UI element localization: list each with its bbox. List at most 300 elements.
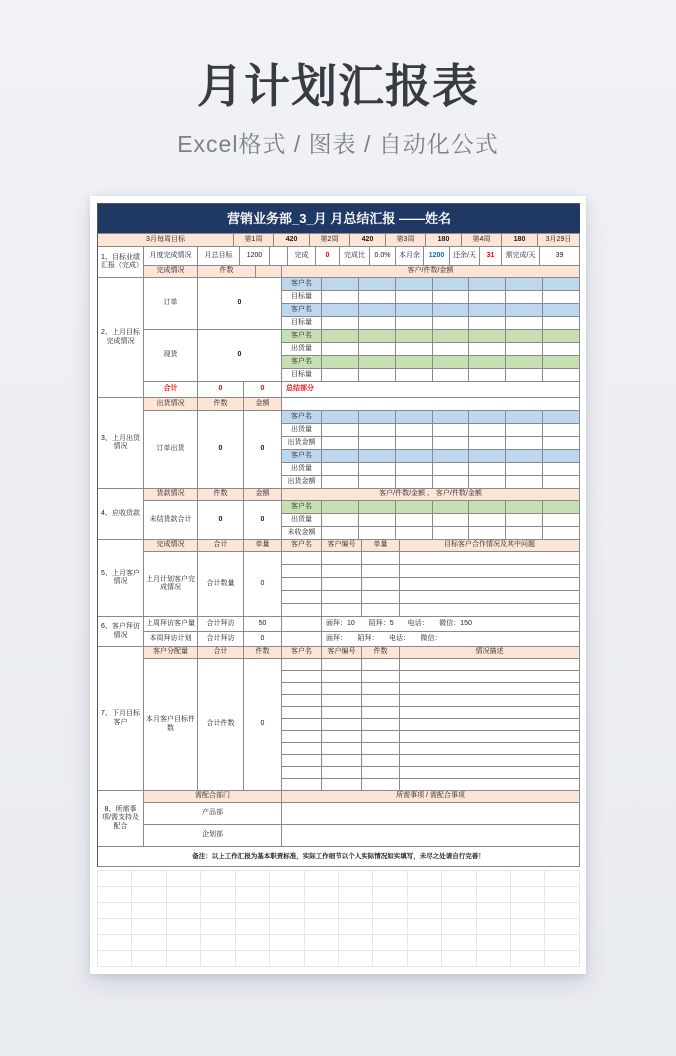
- cell: [400, 731, 580, 743]
- cell: [469, 411, 506, 423]
- cell: 0: [244, 382, 282, 398]
- cell: [396, 304, 433, 316]
- table-row: [282, 437, 580, 450]
- grid-cell: [339, 871, 373, 887]
- cell: [282, 743, 322, 755]
- table-row: [282, 779, 580, 791]
- grid-cell: [236, 903, 270, 919]
- grid-cell: [511, 951, 545, 967]
- cell: 还余/天: [450, 247, 480, 266]
- cell: [469, 501, 506, 513]
- cell: 未结货款合计: [144, 501, 198, 540]
- grid-cell: [132, 903, 166, 919]
- cell: 客户名: [282, 647, 322, 659]
- cell: 0: [198, 501, 244, 540]
- grid-cell: [132, 871, 166, 887]
- cell: [543, 343, 580, 355]
- cell: [322, 369, 580, 382]
- section: [98, 247, 580, 278]
- cell: [400, 767, 580, 779]
- cell: 件数: [198, 266, 256, 278]
- cell: [506, 514, 543, 526]
- cell: 180: [426, 234, 462, 247]
- sheet-card: [90, 196, 586, 974]
- cell: [433, 476, 470, 488]
- cell: 0: [244, 552, 282, 617]
- cell: [506, 463, 543, 475]
- cell: 420: [274, 234, 310, 247]
- cell: 月度完成情况: [144, 247, 198, 266]
- section-body: [144, 247, 580, 278]
- section-label: 7、下月目标客户: [98, 647, 144, 791]
- cell: 情况描述: [400, 647, 580, 659]
- cell: [359, 330, 396, 342]
- grid-cell: [270, 903, 304, 919]
- cell: [322, 343, 580, 356]
- cell: [506, 476, 543, 488]
- grid-cell: [442, 951, 476, 967]
- cell: [282, 591, 322, 604]
- cell: [396, 527, 433, 539]
- table-row: [98, 204, 580, 234]
- sheet-table: [97, 203, 580, 867]
- cell: 客户名: [282, 304, 322, 317]
- cell: [322, 278, 359, 290]
- grid-cell: [305, 871, 339, 887]
- grid-row: [98, 871, 580, 887]
- cell: [322, 291, 580, 304]
- cell: 合计拜访: [198, 617, 244, 632]
- cell: [282, 731, 322, 743]
- cell: 出货情况: [144, 398, 198, 411]
- table-row: [282, 743, 580, 755]
- cell: [396, 291, 433, 303]
- cell: [433, 411, 470, 423]
- cell: [282, 552, 322, 565]
- table-row: [282, 514, 580, 527]
- cell: 客户分配量: [144, 647, 198, 659]
- grid-cell: [201, 871, 235, 887]
- table-row: [282, 291, 580, 304]
- cell: [322, 463, 359, 475]
- cell: [400, 659, 580, 671]
- cell: [282, 398, 580, 411]
- grid-cell: [373, 935, 407, 951]
- section-body: [144, 540, 580, 617]
- cell: [282, 707, 322, 719]
- cell: [362, 683, 400, 695]
- grid-cell: [545, 951, 579, 967]
- cell: [359, 463, 396, 475]
- grid-row: [98, 919, 580, 935]
- cell: [362, 731, 400, 743]
- cell: 现货: [144, 330, 198, 382]
- cell: [506, 291, 543, 303]
- cell: [362, 671, 400, 683]
- table-row: [98, 847, 580, 867]
- grid-cell: [270, 919, 304, 935]
- cell: [396, 317, 433, 329]
- cell: [396, 514, 433, 526]
- grid-cell: [201, 919, 235, 935]
- grid-cell: [201, 935, 235, 951]
- cell: [543, 514, 580, 526]
- cell: [282, 659, 580, 791]
- cell: [433, 527, 470, 539]
- cell: 客户名: [282, 450, 322, 463]
- cell: [543, 291, 580, 303]
- cell: 0: [198, 411, 244, 489]
- grid-cell: [236, 871, 270, 887]
- table-row: [282, 450, 580, 463]
- cell: 订单出货: [144, 411, 198, 489]
- cell: 上周拜访客户量: [144, 617, 198, 632]
- table-row: [144, 552, 580, 617]
- cell: 0: [198, 330, 282, 382]
- cell: [543, 463, 580, 475]
- cell: [322, 659, 362, 671]
- cell: [322, 779, 362, 791]
- cell: [322, 356, 359, 368]
- cell: [322, 356, 580, 369]
- cell: [400, 719, 580, 731]
- cell: [506, 356, 543, 368]
- cell: 31: [480, 247, 502, 266]
- hero-banner: [0, 0, 676, 159]
- cell: [282, 552, 580, 617]
- grid-cell: [442, 903, 476, 919]
- table-row: [144, 411, 580, 489]
- section-label: 2、上月目标完成情况: [98, 278, 144, 398]
- grid-cell: [545, 935, 579, 951]
- cell: 件数: [198, 398, 244, 411]
- cell: 面拜： 陌拜： 电话： 微信：: [322, 632, 580, 647]
- cell: 客户编号: [322, 540, 362, 552]
- cell: [282, 632, 322, 647]
- cell: 39: [540, 247, 580, 266]
- cell: [543, 411, 580, 423]
- cell: 1200: [424, 247, 450, 266]
- grid-cell: [442, 935, 476, 951]
- cell: 0: [316, 247, 340, 266]
- table-row: [282, 755, 580, 767]
- section-body: [144, 791, 580, 847]
- grid-cell: [132, 951, 166, 967]
- cell: [359, 369, 396, 381]
- cell: [362, 659, 400, 671]
- cell: [396, 278, 433, 290]
- cell: [322, 707, 362, 719]
- cell: [400, 671, 580, 683]
- table-row: [282, 527, 580, 540]
- cell: [282, 767, 322, 779]
- grid-cell: [511, 871, 545, 887]
- cell: [362, 779, 400, 791]
- cell: [322, 450, 580, 463]
- grid-cell: [339, 935, 373, 951]
- cell: 合计拜访: [198, 632, 244, 647]
- grid-cell: [373, 871, 407, 887]
- cell: 180: [502, 234, 538, 247]
- cell: [362, 604, 400, 617]
- grid-cell: [339, 887, 373, 903]
- sheet-title: 营销业务部_3_月 月总结汇报 ——姓名: [98, 204, 580, 234]
- cell: [400, 591, 580, 604]
- table-row: [282, 719, 580, 731]
- cell: [322, 291, 359, 303]
- cell: [359, 304, 396, 316]
- cell: [400, 683, 580, 695]
- grid-cell: [545, 871, 579, 887]
- grid-cell: [373, 887, 407, 903]
- section-label: 3、上月出货情况: [98, 398, 144, 489]
- cell: [469, 463, 506, 475]
- grid-cell: [477, 951, 511, 967]
- grid-row: [98, 935, 580, 951]
- section-label: 5、上月客户情况: [98, 540, 144, 617]
- section: [98, 278, 580, 398]
- grid-cell: [270, 887, 304, 903]
- cell: [506, 304, 543, 316]
- cell: [322, 369, 359, 381]
- table-row: [282, 411, 580, 424]
- table-row: [282, 604, 580, 617]
- cell: 需完成/天: [502, 247, 540, 266]
- grid-cell: [477, 903, 511, 919]
- cell: 客户编号: [322, 647, 362, 659]
- page-title: 月计划汇报表: [197, 60, 479, 112]
- cell: [506, 278, 543, 290]
- table-row: [144, 330, 580, 382]
- section: [98, 791, 580, 847]
- cell: [322, 671, 362, 683]
- cell: 完成比: [340, 247, 370, 266]
- cell: [322, 463, 580, 476]
- grid-cell: [545, 919, 579, 935]
- table-row: [282, 424, 580, 437]
- grid-cell: [270, 951, 304, 967]
- cell: [400, 578, 580, 591]
- cell: [543, 424, 580, 436]
- cell: [396, 343, 433, 355]
- cell: [282, 578, 322, 591]
- cell: [359, 411, 396, 423]
- grid-cell: [511, 887, 545, 903]
- table-row: [144, 632, 580, 647]
- cell: 目标量: [282, 291, 322, 304]
- grid-cell: [270, 871, 304, 887]
- cell: [322, 591, 362, 604]
- cell: [282, 278, 580, 330]
- table-row: [144, 278, 580, 330]
- cell: [362, 591, 400, 604]
- grid-cell: [132, 919, 166, 935]
- grid-cell: [167, 919, 201, 935]
- table-row: [282, 695, 580, 707]
- cell: 件数: [244, 647, 282, 659]
- table-row: [282, 278, 580, 291]
- cell: [322, 527, 580, 540]
- cell: 0.0%: [370, 247, 396, 266]
- grid-cell: [477, 871, 511, 887]
- grid-cell: [339, 951, 373, 967]
- cell: [322, 731, 362, 743]
- grid-cell: [167, 871, 201, 887]
- grid-cell: [511, 935, 545, 951]
- grid-cell: [442, 887, 476, 903]
- cell: 0: [244, 411, 282, 489]
- table-row: [144, 247, 580, 266]
- table-row: [144, 647, 580, 659]
- table-row: [144, 825, 580, 847]
- cell: 客户名: [282, 501, 322, 514]
- grid-cell: [305, 887, 339, 903]
- grid-cell: [98, 951, 132, 967]
- cell: [506, 527, 543, 539]
- cell: 客户/件数/金额 、 客户/件数/金额: [282, 489, 580, 501]
- cell: [543, 278, 580, 290]
- cell: [469, 450, 506, 462]
- cell: [282, 604, 322, 617]
- grid-cell: [408, 919, 442, 935]
- grid-cell: [98, 887, 132, 903]
- cell: [396, 330, 433, 342]
- cell: 目标量: [282, 369, 322, 382]
- cell: [359, 527, 396, 539]
- cell: [322, 437, 580, 450]
- grid-cell: [98, 871, 132, 887]
- cell: [433, 424, 470, 436]
- cell: 总结部分: [282, 382, 580, 398]
- cell: [359, 343, 396, 355]
- grid-cell: [201, 887, 235, 903]
- cell: [282, 565, 322, 578]
- section-body: [144, 489, 580, 540]
- grid-cell: [201, 951, 235, 967]
- cell: [359, 476, 396, 488]
- table-row: [144, 489, 580, 501]
- grid-cell: [201, 903, 235, 919]
- grid-cell: [236, 935, 270, 951]
- cell: [322, 317, 359, 329]
- cell: 1200: [240, 247, 270, 266]
- grid-cell: [167, 951, 201, 967]
- section: [98, 617, 580, 647]
- grid-cell: [339, 919, 373, 935]
- cell: [396, 501, 433, 513]
- cell: [506, 317, 543, 329]
- cell: [322, 501, 580, 514]
- grid-cell: [477, 887, 511, 903]
- cell: [322, 514, 359, 526]
- cell: [433, 514, 470, 526]
- cell: [362, 707, 400, 719]
- cell: 所需事项 / 需配合事项: [282, 791, 580, 803]
- grid-cell: [408, 935, 442, 951]
- cell: [282, 411, 580, 489]
- cell: 0: [198, 382, 244, 398]
- cell: [506, 501, 543, 513]
- cell: [433, 278, 470, 290]
- table-row: [282, 767, 580, 779]
- table-row: [282, 578, 580, 591]
- cell: 面拜：10 陌拜：5 电话： 微信：150: [322, 617, 580, 632]
- cell: 本月余: [396, 247, 424, 266]
- cell: [362, 565, 400, 578]
- cell: [282, 695, 322, 707]
- cell: 金额: [244, 489, 282, 501]
- cell: [543, 330, 580, 342]
- cell: [322, 411, 359, 423]
- cell: [322, 578, 362, 591]
- grid-cell: [477, 919, 511, 935]
- section-body: [144, 617, 580, 647]
- cell: 合计: [144, 382, 198, 398]
- section: [98, 489, 580, 540]
- grid-cell: [477, 935, 511, 951]
- grid-cell: [442, 919, 476, 935]
- section: [98, 540, 580, 617]
- cell: 产品部: [144, 803, 282, 825]
- cell: [362, 578, 400, 591]
- cell: [359, 514, 396, 526]
- cell: [469, 304, 506, 316]
- cell: [396, 463, 433, 475]
- cell: 合计: [198, 540, 244, 552]
- cell: [506, 437, 543, 449]
- cell: [400, 565, 580, 578]
- cell: [282, 803, 580, 825]
- cell: 本周拜访计划: [144, 632, 198, 647]
- cell: [322, 755, 362, 767]
- cell: 单量: [244, 540, 282, 552]
- cell: 3月每周目标: [98, 234, 234, 247]
- grid-cell: [236, 919, 270, 935]
- cell: [322, 424, 359, 436]
- cell: [322, 330, 359, 342]
- cell: [506, 343, 543, 355]
- cell: [359, 278, 396, 290]
- table-row: [282, 501, 580, 514]
- table-row: [282, 591, 580, 604]
- cell: 0: [244, 501, 282, 540]
- cell: [433, 317, 470, 329]
- cell: [543, 317, 580, 329]
- grid-cell: [132, 887, 166, 903]
- cell: [543, 450, 580, 462]
- cell: [322, 317, 580, 330]
- cell: [543, 476, 580, 488]
- table-row: [282, 317, 580, 330]
- cell: [322, 411, 580, 424]
- cell: [282, 719, 322, 731]
- cell: [322, 330, 580, 343]
- cell: [400, 779, 580, 791]
- table-row: [282, 330, 580, 343]
- section-body: [144, 647, 580, 791]
- cell: [322, 719, 362, 731]
- section: [98, 398, 580, 489]
- cell: [322, 278, 580, 291]
- cell: 本月客户目标件数: [144, 659, 198, 791]
- cell: [433, 501, 470, 513]
- table-row: [282, 707, 580, 719]
- cell: [543, 527, 580, 539]
- grid-cell: [545, 903, 579, 919]
- cell: 未收金额: [282, 527, 322, 540]
- cell: 订单: [144, 278, 198, 330]
- grid-cell: [305, 903, 339, 919]
